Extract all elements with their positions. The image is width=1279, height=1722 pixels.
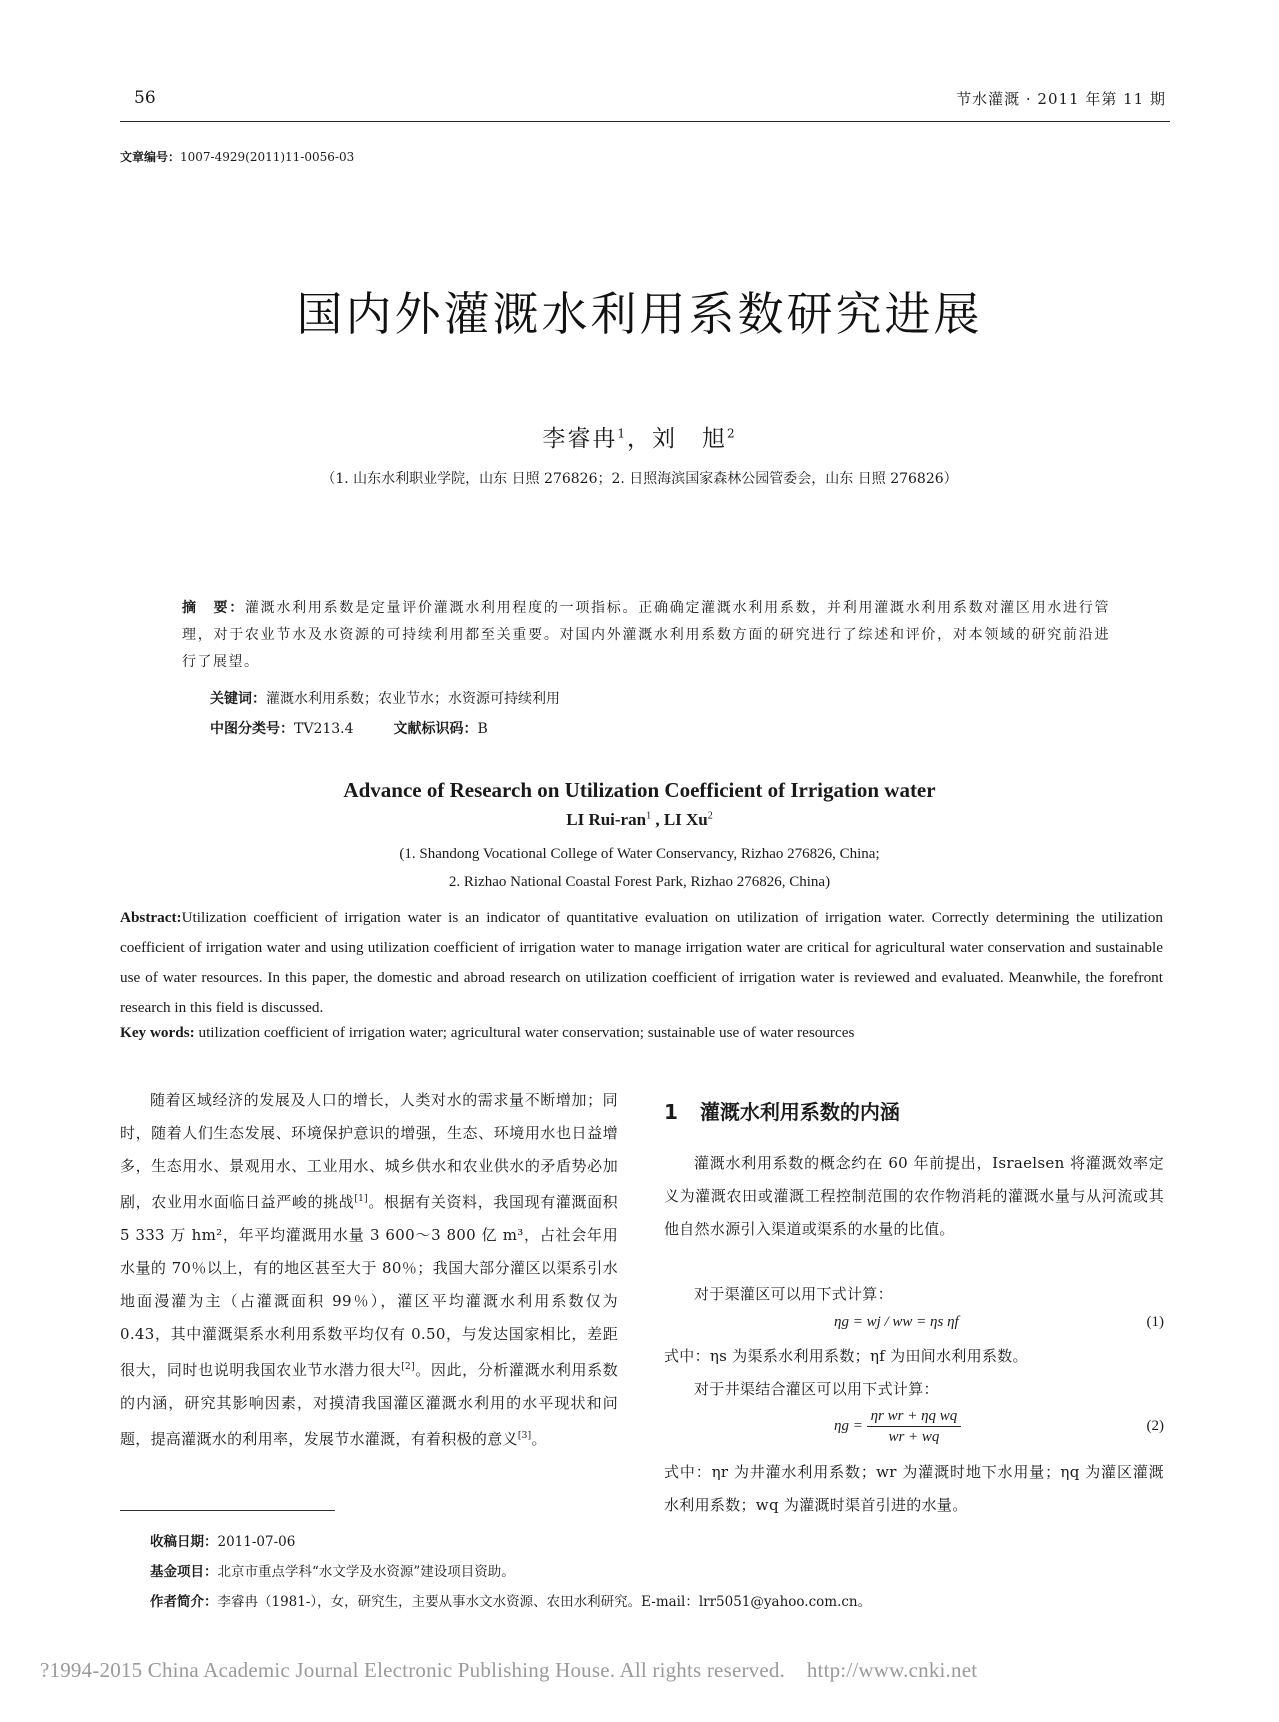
- intro-paragraph: [120, 1084, 618, 1456]
- author-1: 李睿冉: [542, 426, 618, 452]
- section-title: 灌溉水利用系数的内涵: [699, 1100, 900, 1124]
- english-title: Advance of Research on Utilization Coefficient of Irrigation water: [343, 778, 936, 802]
- english-affiliation-line2: 2. Rizhao National Coastal Forest Park, Rizhao 276826, China): [448, 874, 831, 890]
- author-2: 刘 旭: [652, 426, 727, 452]
- keywords-cn-label: 关键词：: [210, 691, 266, 707]
- intro-text-3: 。因此，分析灌溉水利用系数的内涵，研究其影响因素，对摸清我国灌区灌溉水利用的水平现状和问题，提高灌溉水的利用率，发展节水灌溉，有着积极的意义: [120, 1361, 618, 1448]
- author-2-sup: 2: [727, 426, 737, 441]
- keywords-cn: [210, 688, 560, 708]
- footnote-author: [150, 1590, 871, 1610]
- intro-text-4: 。: [531, 1430, 547, 1448]
- equation-1-number: (1): [1146, 1314, 1164, 1330]
- equation-2-body: [834, 1406, 961, 1447]
- clc-value: TV213.4: [294, 721, 354, 737]
- author-bio-text: 李睿冉（1981-），女，研究生，主要从事水文水资源、农田水利研究。E-mail：lrr5051@yahoo.com.cn。: [217, 1594, 872, 1610]
- footnote-received: [150, 1530, 295, 1550]
- english-abstract-text: Utilization coefficient of irrigation water is an indicator of quantitative evaluation on utilization of irrigation water. Correctly determining the utilization coefficient of irrigation water and using utilization coefficient of irrigation water to manage irrigation water are critical for agricultural water conservation and sustainable use of water resources. In this paper, the domestic and abroad research on utilization coefficient of irrigation water is reviewed and evaluated. Meanwhile, the forefront research in this field is discussed.: [120, 909, 1163, 1016]
- equation-2-numerator: ηr wr + ηq wq: [867, 1406, 962, 1427]
- fund-label: 基金项目：: [150, 1564, 218, 1580]
- classification: [210, 718, 488, 738]
- english-author-2: LI Xu: [663, 810, 708, 829]
- english-abstract: [120, 903, 1163, 1023]
- section-1-para-2: [664, 1278, 1164, 1311]
- equation-2-number: (2): [1146, 1418, 1164, 1434]
- introduction: [120, 1084, 618, 1456]
- authors: [0, 420, 1279, 453]
- abstract-cn-text: 灌溉水利用系数是定量评价灌溉水利用程度的一项指标。正确确定灌溉水利用系数，并利用灌溉水利用系数对灌区用水进行管理，对于农业节水及水资源的可持续利用都至关重要。对国内外灌溉水利用系数方面的研究进行了综述和评价，对本领域的研究前沿进行了展望。: [182, 600, 1111, 670]
- equation-2-denominator: wr + wq: [888, 1429, 940, 1445]
- article-number-value: 1007-4929(2011)11-0056-03: [180, 150, 355, 164]
- english-author-1-sup: 1: [646, 810, 652, 822]
- intro-text-1: 随着区域经济的发展及人口的增长，人类对水的需求量不断增加；同时，随着人们生态发展、环境保护意识的增强，生态、环境用水也日益增多，生态用水、景观用水、工业用水、城乡供水和农业供水的矛盾势必加剧，农业用水面临日益严峻的挑战: [120, 1091, 618, 1211]
- section-1-para-3: [664, 1373, 1164, 1406]
- fund-text: 北京市重点学科“水文学及水资源”建设项目资助。: [217, 1564, 515, 1580]
- author-sep: ，: [627, 426, 652, 452]
- english-keywords: [120, 1024, 854, 1042]
- equation-2-note-text: 式中：ηr 为井灌水利用系数；wr 为灌溉时地下水用量；ηq 为灌区灌溉水利用系数；wq 为灌溉时渠首引进的水量。: [664, 1463, 1164, 1514]
- english-affiliation-line1: (1. Shandong Vocational College of Water Conservancy, Rizhao 276826, China;: [399, 846, 880, 862]
- section-1-text-2: 对于渠灌区可以用下式计算：: [694, 1285, 893, 1303]
- section-1-heading: [664, 1096, 900, 1125]
- journal-header: 节水灌溉 · 2011 年第 11 期: [956, 90, 1166, 108]
- ref-1: [1]: [354, 1194, 369, 1204]
- equation-2-note: [664, 1456, 1164, 1522]
- english-authors: [0, 810, 1279, 830]
- english-abstract-label: Abstract:: [120, 909, 182, 926]
- paper-title: 国内外灌溉水利用系数研究进展: [296, 287, 983, 341]
- equation-2-fraction: [867, 1406, 962, 1447]
- equation-2-lhs: ηg =: [834, 1417, 863, 1434]
- ref-3: [3]: [517, 1431, 532, 1441]
- english-author-2-sup: 2: [707, 810, 713, 822]
- doc-code-value: B: [477, 721, 488, 737]
- keywords-cn-text: 灌溉水利用系数；农业节水；水资源可持续利用: [266, 691, 560, 707]
- section-1-text-1: 灌溉水利用系数的概念约在 60 年前提出，Israelsen 将灌溉效率定义为灌溉农田或灌溉工程控制范围的农作物消耗的灌溉水量与从河流或其他自然水源引入渠道或渠系的水量的比值。: [664, 1154, 1164, 1238]
- abstract-cn: [182, 595, 1110, 676]
- section-number: 1: [664, 1100, 678, 1124]
- english-author-1: LI Rui-ran: [566, 810, 647, 829]
- section-1-para-1: [664, 1147, 1164, 1246]
- author-bio-label: 作者简介：: [150, 1594, 218, 1610]
- received-date: 2011-07-06: [217, 1534, 296, 1550]
- equation-1-body: ηg = wj / ww = ηs ηf: [834, 1314, 959, 1330]
- doc-code-label: 文献标识码：: [393, 721, 478, 737]
- affiliation: （1. 山东水利职业学院，山东 日照 276826；2. 日照海滨国家森林公园管委会，山东 日照 276826）: [321, 471, 958, 487]
- equation-1-note: [664, 1340, 1164, 1373]
- equation-1: [664, 1314, 1164, 1338]
- article-number: [120, 148, 354, 165]
- page-number: 56: [134, 88, 156, 108]
- author-1-sup: 1: [617, 426, 627, 441]
- english-author-sep: ,: [651, 810, 664, 829]
- clc-label: 中图分类号：: [210, 721, 294, 737]
- intro-text-2: 。根据有关资料，我国现有灌溉面积 5 333 万 hm²，年平均灌溉用水量 3 600～3 800 亿 m³，占社会年用水量的 70％以上，有的地区甚至大于 80％；我国大部分灌区以渠系引水地面漫灌为主（占灌溉面积 99％），灌区平均灌溉水利用系数仅为 0.43，其中灌溉渠系水利用系数平均仅有 0.50，与发达国家相比，差距很大，同时也说明我国农业节水潜力很大: [120, 1193, 618, 1379]
- english-keywords-label: Key words:: [120, 1024, 195, 1041]
- abstract-cn-label: 摘 要：: [182, 600, 245, 616]
- article-number-label: 文章编号：: [120, 150, 181, 164]
- received-label: 收稿日期：: [150, 1534, 218, 1550]
- equation-1-note-text: 式中：ηs 为渠系水利用系数；ηf 为田间水利用系数。: [664, 1347, 1028, 1365]
- footnote-fund: [150, 1560, 515, 1580]
- section-1-text-3: 对于井渠结合灌区可以用下式计算：: [694, 1380, 939, 1398]
- english-keywords-text: utilization coefficient of irrigation water; agricultural water conservation; sustainable use of water resources: [198, 1024, 855, 1041]
- equation-2: [664, 1406, 1164, 1452]
- ref-2: [2]: [401, 1362, 415, 1372]
- header-rule: [120, 121, 1170, 122]
- copyright-watermark: ?1994-2015 China Academic Journal Electronic Publishing House. All rights reserved. http://www.cnki.net: [40, 1658, 978, 1682]
- footnote-rule: [120, 1510, 335, 1511]
